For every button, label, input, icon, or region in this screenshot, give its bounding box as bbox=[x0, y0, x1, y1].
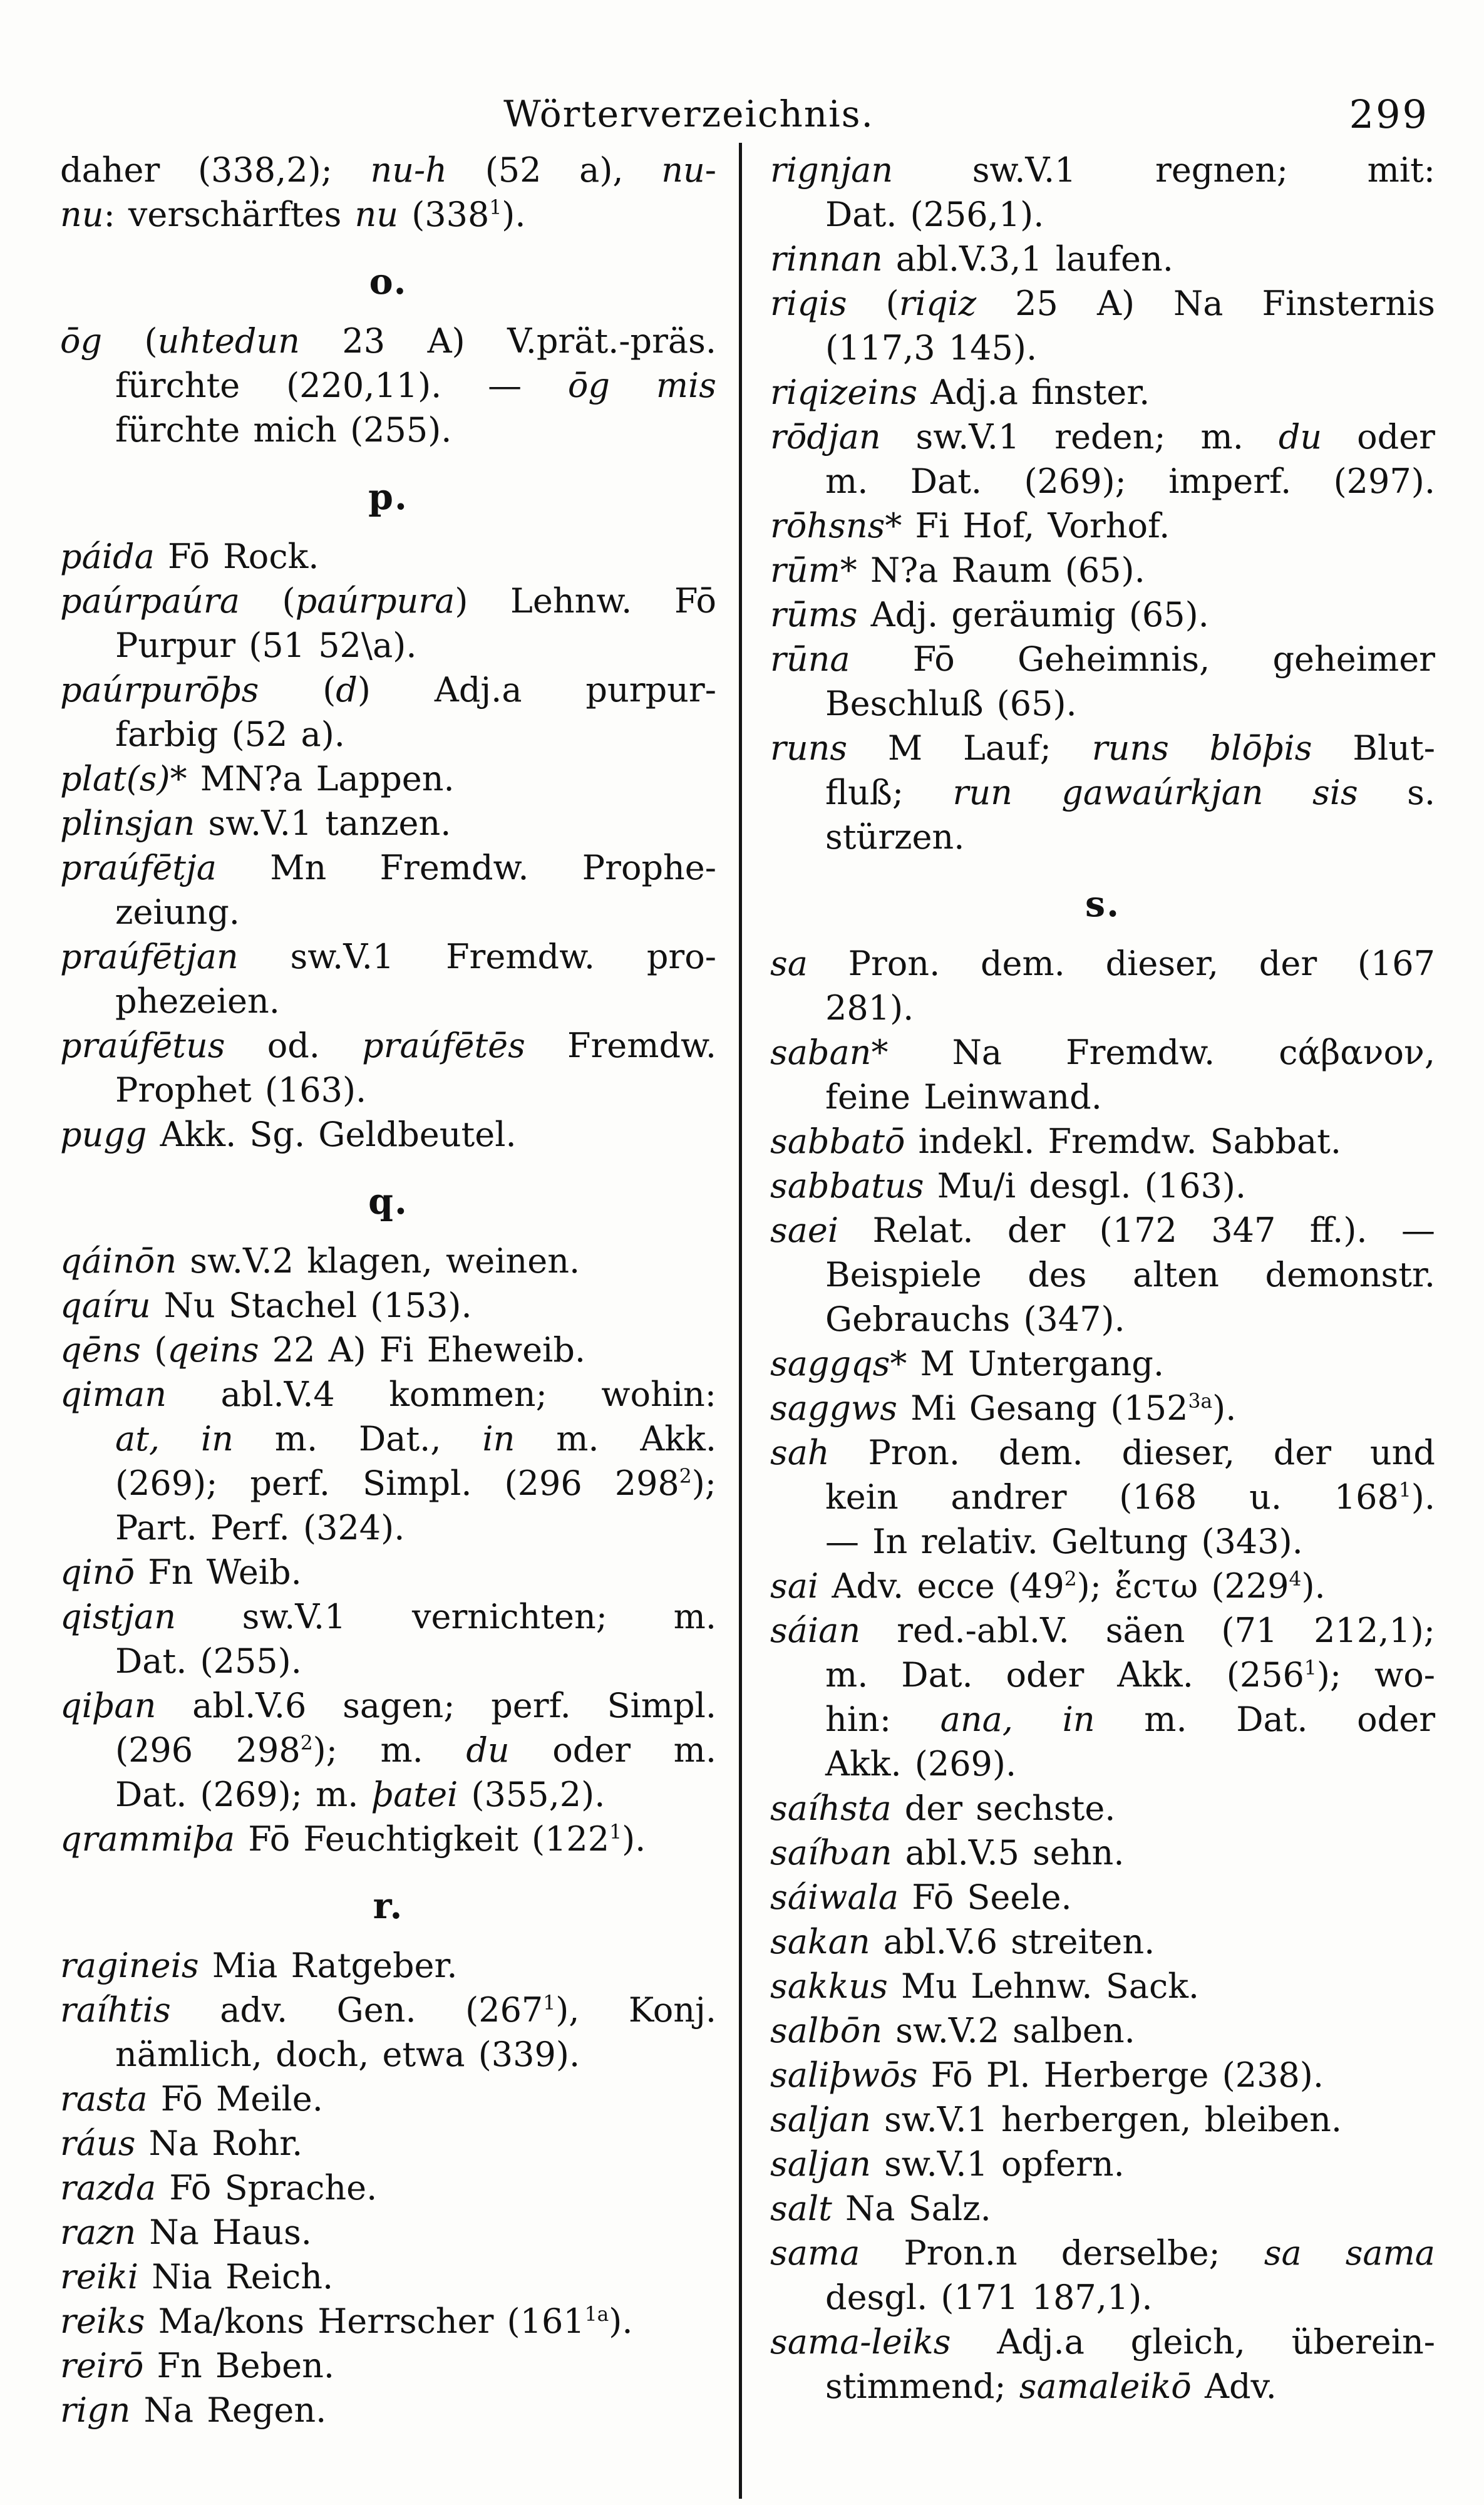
entry-line: salbōn sw.V.2 salben. bbox=[770, 2011, 1135, 2050]
entry-line: ragineis Mia Ratgeber. bbox=[60, 1946, 458, 1985]
entry-line: riqis (riqiz 25 A) Na Finsternis bbox=[770, 284, 1436, 323]
entry-line: saljan sw.V.1 opfern. bbox=[770, 2144, 1125, 2184]
entry-line: salt Na Salz. bbox=[770, 2189, 991, 2228]
entry-line: sama Pron.n derselbe; sa sama bbox=[770, 2233, 1435, 2273]
entry-line: raíhtis adv. Gen. $(267^1)$, Konj. bbox=[60, 1990, 716, 2030]
entry-line: farbig (52 a). bbox=[115, 715, 345, 754]
entry-line: qaíru Nu Stachel (153). bbox=[60, 1286, 472, 1325]
entry-line: riqizeins Adj.a finster. bbox=[770, 373, 1150, 412]
entry-line: sa Pron. dem. dieser, der (167 bbox=[770, 944, 1435, 983]
entry-line: saei Relat. der (172 347 ff.). — bbox=[770, 1211, 1435, 1250]
entry-line: saliþwōs Fō Pl. Herberge (238). bbox=[770, 2055, 1324, 2095]
entry-line: desgl. (171 187,1). bbox=[825, 2278, 1153, 2317]
entry-line: Akk. (269). bbox=[825, 1744, 1017, 1784]
entry-line: Purpur (51 52\a). bbox=[115, 626, 417, 665]
section-header: o. bbox=[369, 261, 408, 302]
entry-line: saban* Na Fremdw. cάβανον, bbox=[770, 1033, 1435, 1072]
entry-line: sáiwala Fō Seele. bbox=[770, 1877, 1072, 1917]
entry-line: razn Na Haus. bbox=[60, 2213, 312, 2252]
entry-line: sakan abl.V.6 streiten. bbox=[770, 1922, 1155, 1961]
running-title: Wörterverzeichnis. bbox=[503, 93, 874, 135]
entry-line: m. Dat. (269); imperf. (297). bbox=[825, 462, 1435, 501]
right-column bbox=[770, 148, 1435, 2409]
entry-line: saíƕan abl.V.5 sehn. bbox=[770, 1833, 1125, 1872]
column-divider-rule bbox=[739, 143, 742, 2499]
entry-line: rūms Adj. geräumig (65). bbox=[770, 595, 1209, 634]
entry-line: paúrpaúra (paúrpura) Lehnw. Fō bbox=[60, 581, 716, 621]
entry-line: sah Pron. dem. dieser, der und bbox=[770, 1433, 1435, 1472]
entry-line: sama-leiks Adj.a gleich, überein- bbox=[770, 2322, 1435, 2362]
entry-line: phezeien. bbox=[115, 981, 280, 1021]
entry-line: reiks Ma/kons Herrscher $(161^{1a})$. bbox=[60, 2301, 633, 2341]
entry-line: ráus Na Rohr. bbox=[60, 2124, 303, 2163]
entry-line: fluß; run gawaúrkjan sis s. bbox=[825, 773, 1435, 812]
section-header: r. bbox=[373, 1885, 404, 1927]
entry-line: paúrpurōþs (d) Adj.a purpur- bbox=[60, 670, 716, 710]
entry-line: qiman abl.V.4 kommen; wohin: bbox=[60, 1375, 716, 1414]
entry-line: qiþan abl.V.6 sagen; perf. Simpl. bbox=[60, 1686, 716, 1725]
entry-line: pugg Akk. Sg. Geldbeutel. bbox=[60, 1115, 517, 1154]
entry-line: saggqs* M Untergang. bbox=[770, 1344, 1164, 1383]
entry-line: qrammiþa Fō Feuchtigkeit $(122^1)$. bbox=[60, 1819, 646, 1859]
entry-line: 281). bbox=[825, 988, 914, 1028]
entry-line: hin: ana, in m. Dat. oder bbox=[825, 1700, 1436, 1739]
section-header: p. bbox=[368, 476, 408, 518]
entry-line: Dat. (256,1). bbox=[825, 195, 1044, 234]
entry-line: (117,3 145). bbox=[825, 328, 1038, 368]
entry-line: sáian red.-abl.V. säen (71 212,1); bbox=[770, 1611, 1435, 1650]
entry-line: (269); perf. Simpl. (296 $298^2$); bbox=[115, 1464, 716, 1503]
entry-line: Beispiele des alten demonstr. bbox=[825, 1255, 1435, 1294]
entry-line: — In relativ. Geltung (343). bbox=[825, 1522, 1303, 1561]
section-header: q. bbox=[368, 1180, 408, 1222]
entry-line: Beschluß (65). bbox=[825, 684, 1077, 723]
entry-line: páida Fō Rock. bbox=[60, 537, 319, 576]
entry-line: qistjan sw.V.1 vernichten; m. bbox=[60, 1597, 716, 1636]
left-column bbox=[60, 148, 716, 2432]
entry-line: sabbatō indekl. Fremdw. Sabbat. bbox=[770, 1122, 1342, 1161]
entry-line: reiki Nia Reich. bbox=[60, 2257, 334, 2296]
entry-line: rasta Fō Meile. bbox=[60, 2079, 323, 2119]
entry-line: rignjan sw.V.1 regnen; mit: bbox=[770, 150, 1435, 190]
entry-line: Part. Perf. (324). bbox=[115, 1508, 405, 1547]
entry-line: ōg (uhtedun 23 A) V.prät.-präs. bbox=[60, 321, 717, 361]
entry-line: reirō Fn Beben. bbox=[60, 2346, 335, 2385]
entry-line: sakkus Mu Lehnw. Sack. bbox=[770, 1966, 1200, 2006]
entry-line: rinnan abl.V.3,1 laufen. bbox=[770, 239, 1173, 279]
entry-line: Dat. (255). bbox=[115, 1641, 302, 1681]
entry-line: nu: verschärftes nu $(338^1)$. bbox=[60, 195, 526, 234]
entry-line: praúfētus od. praúfētēs Fremdw. bbox=[60, 1026, 716, 1065]
entry-line: razda Fō Sprache. bbox=[60, 2168, 378, 2208]
entry-line: praúfētjan sw.V.1 Fremdw. pro- bbox=[60, 937, 716, 976]
entry-line: rūna Fō Geheimnis, geheimer bbox=[770, 639, 1435, 679]
entry-line: rōhsns* Fi Hof, Vorhof. bbox=[770, 506, 1170, 545]
entry-line: plat(s)* MN?a Lappen. bbox=[60, 759, 455, 798]
entry-line: sai Adv. ecce $(49^2)$; ἔcτω $(229^4)$. bbox=[770, 1566, 1326, 1606]
entry-line: saljan sw.V.1 herbergen, bleiben. bbox=[770, 2100, 1342, 2139]
entry-line: kein andrer (168 u. $168^1$). bbox=[825, 1477, 1435, 1517]
entry-line: at, in m. Dat., in m. Akk. bbox=[115, 1419, 716, 1459]
section-header: s. bbox=[1085, 883, 1120, 925]
entry-line: saggws Mi Gesang $(152^{3a})$. bbox=[770, 1388, 1237, 1428]
entry-line: (296 $298^2$); m. du oder m. bbox=[115, 1730, 716, 1770]
entry-line: Prophet (163). bbox=[115, 1070, 367, 1110]
entry-line: praúfētja Mn Fremdw. Prophe- bbox=[60, 848, 716, 887]
entry-line: nämlich, doch, etwa (339). bbox=[115, 2035, 580, 2074]
entry-line: plinsjan sw.V.1 tanzen. bbox=[60, 803, 451, 843]
entry-line: Gebrauchs (347). bbox=[825, 1299, 1125, 1339]
entry-line: sabbatus Mu/i desgl. (163). bbox=[770, 1166, 1247, 1206]
page-number: 299 bbox=[1349, 91, 1429, 137]
entry-line: m. Dat. oder Akk. $(256^1)$; wo- bbox=[825, 1655, 1435, 1695]
entry-line: qáinōn sw.V.2 klagen, weinen. bbox=[60, 1241, 580, 1281]
entry-line: fürchte mich (255). bbox=[115, 410, 452, 450]
entry-line: qēns (qeins 22 A) Fi Eheweib. bbox=[60, 1330, 586, 1370]
entry-line: feine Leinwand. bbox=[825, 1077, 1102, 1117]
entry-line: rign Na Regen. bbox=[60, 2390, 327, 2430]
entry-line: stimmend; samaleikō Adv. bbox=[825, 2367, 1277, 2406]
entry-line: fürchte (220,11). — ōg mis bbox=[115, 366, 716, 405]
entry-line: Dat. (269); m. þatei (355,2). bbox=[115, 1775, 605, 1814]
entry-line: saíhsta der sechste. bbox=[770, 1789, 1116, 1828]
entry-line: rōdjan sw.V.1 reden; m. du oder bbox=[770, 417, 1435, 457]
entry-line: qinō Fn Weib. bbox=[60, 1552, 302, 1592]
entry-line: zeiung. bbox=[115, 892, 240, 932]
entry-line: stürzen. bbox=[825, 817, 965, 857]
entry-line: daher (338,2); nu-h (52 a), nu- bbox=[60, 150, 717, 190]
entry-line: rūm* N?a Raum (65). bbox=[770, 550, 1145, 590]
entry-line: runs M Lauf; runs blōþis Blut- bbox=[770, 728, 1435, 768]
